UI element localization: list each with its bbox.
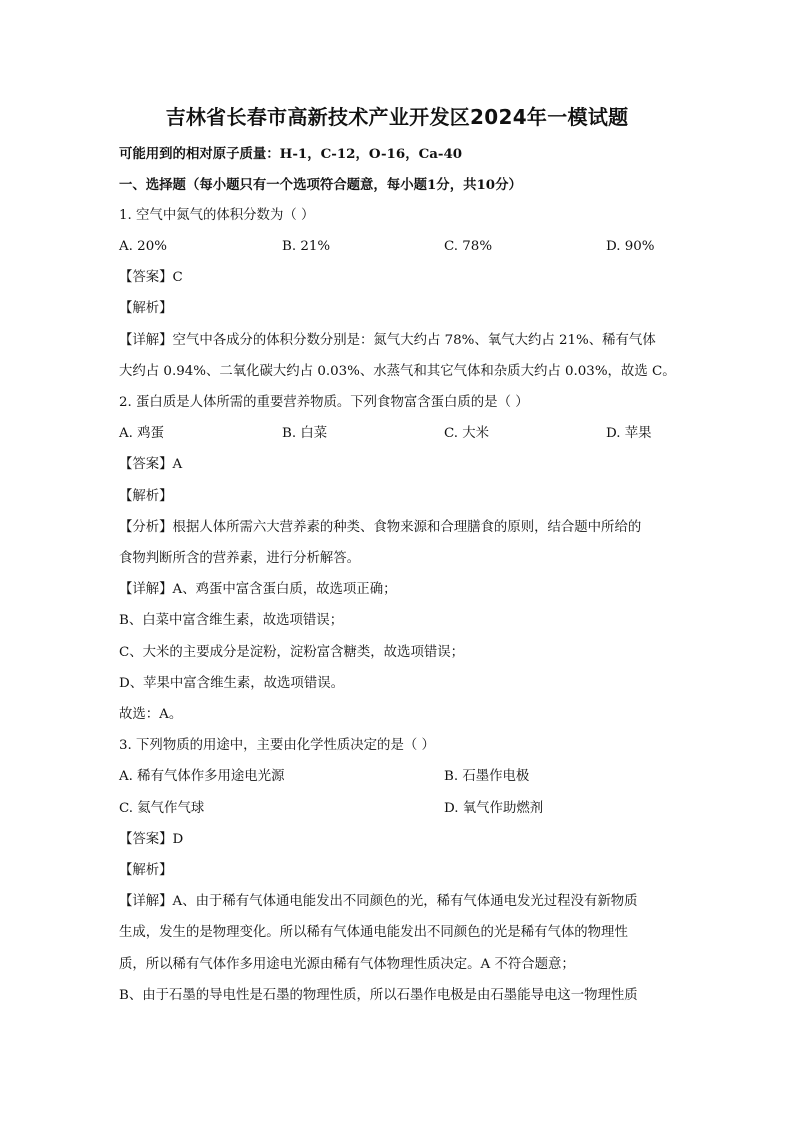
question-3-detail-line-2: 生成，发生的是物理变化。所以稀有气体通电能发出不同颜色的光是稀有气体的物理性 <box>119 925 628 940</box>
question-2-option-b: B. 白菜 <box>282 426 328 441</box>
question-3-option-d: D. 氧气作助燃剂 <box>444 801 544 816</box>
question-2-option-c: C. 大米 <box>444 426 490 441</box>
question-3-option-b: B. 石墨作电极 <box>444 769 530 784</box>
page-title: 吉林省长春市高新技术产业开发区2024年一模试题 <box>165 105 629 129</box>
question-2-analysis-label: 【解析】 <box>119 489 173 504</box>
question-2-detail-b: B、白菜中富含维生素，故选项错误； <box>119 613 344 628</box>
question-1-answer: 【答案】C <box>119 270 183 285</box>
question-2-detail-d: D、苹果中富含维生素，故选项错误。 <box>119 676 344 691</box>
question-2-analysis-line-1: 【分析】根据人体所需六大营养素的种类、食物来源和合理膳食的原则，结合题中所给的 <box>119 520 642 535</box>
question-2-conclusion: 故选：A。 <box>119 707 183 722</box>
question-1-option-b: B. 21% <box>282 239 331 254</box>
question-2-detail-c: C、大米的主要成分是淀粉，淀粉富含糖类，故选项错误； <box>119 645 465 660</box>
question-1-option-d: D. 90% <box>606 239 655 254</box>
atomic-mass-line: 可能用到的相对原子质量：H-1，C-12，O-16，Ca-40 <box>119 146 463 162</box>
question-2-analysis-line-2: 食物判断所含的营养素，进行分析解答。 <box>119 551 361 566</box>
question-1-analysis-label: 【解析】 <box>119 301 173 316</box>
question-1-detail-line-1: 【详解】空气中各成分的体积分数分别是：氮气大约占 78%、氧气大约占 21%、稀有气体 <box>119 333 656 348</box>
question-1-detail-line-2: 大约占 0.94%、二氧化碳大约占 0.03%、水蒸气和其它气体和杂质大约占 0.03%，故选 C。 <box>119 364 676 379</box>
question-3-detail-line-3: 质，所以稀有气体作多用途电光源由稀有气体物理性质决定。A 不符合题意； <box>119 957 575 972</box>
question-3-answer: 【答案】D <box>119 832 184 847</box>
question-2-stem: 2. 蛋白质是人体所需的重要营养物质。下列食物富含蛋白质的是（ ） <box>119 395 529 410</box>
question-2-option-d: D. 苹果 <box>606 426 652 441</box>
question-1-option-a: A. 20% <box>119 239 167 254</box>
question-3-detail-line-4: B、由于石墨的导电性是石墨的物理性质，所以石墨作电极是由石墨能导电这一物理性质 <box>119 988 638 1003</box>
question-3-analysis-label: 【解析】 <box>119 863 173 878</box>
question-1-stem: 1. 空气中氮气的体积分数为（ ） <box>119 208 315 223</box>
question-3-option-c: C. 氦气作气球 <box>119 801 205 816</box>
question-3-stem: 3. 下列物质的用途中，主要由化学性质决定的是（ ） <box>119 738 435 753</box>
question-3-detail-line-1: 【详解】A、由于稀有气体通电能发出不同颜色的光，稀有气体通电发光过程没有新物质 <box>119 894 638 909</box>
question-2-option-a: A. 鸡蛋 <box>119 426 164 441</box>
question-2-detail-a: 【详解】A、鸡蛋中富含蛋白质，故选项正确； <box>119 582 397 597</box>
section-heading: 一、选择题（每小题只有一个选项符合题意，每小题1分，共10分） <box>119 177 522 193</box>
question-2-answer: 【答案】A <box>119 457 183 472</box>
question-3-option-a: A. 稀有气体作多用途电光源 <box>119 769 285 784</box>
question-1-option-c: C. 78% <box>444 239 493 254</box>
